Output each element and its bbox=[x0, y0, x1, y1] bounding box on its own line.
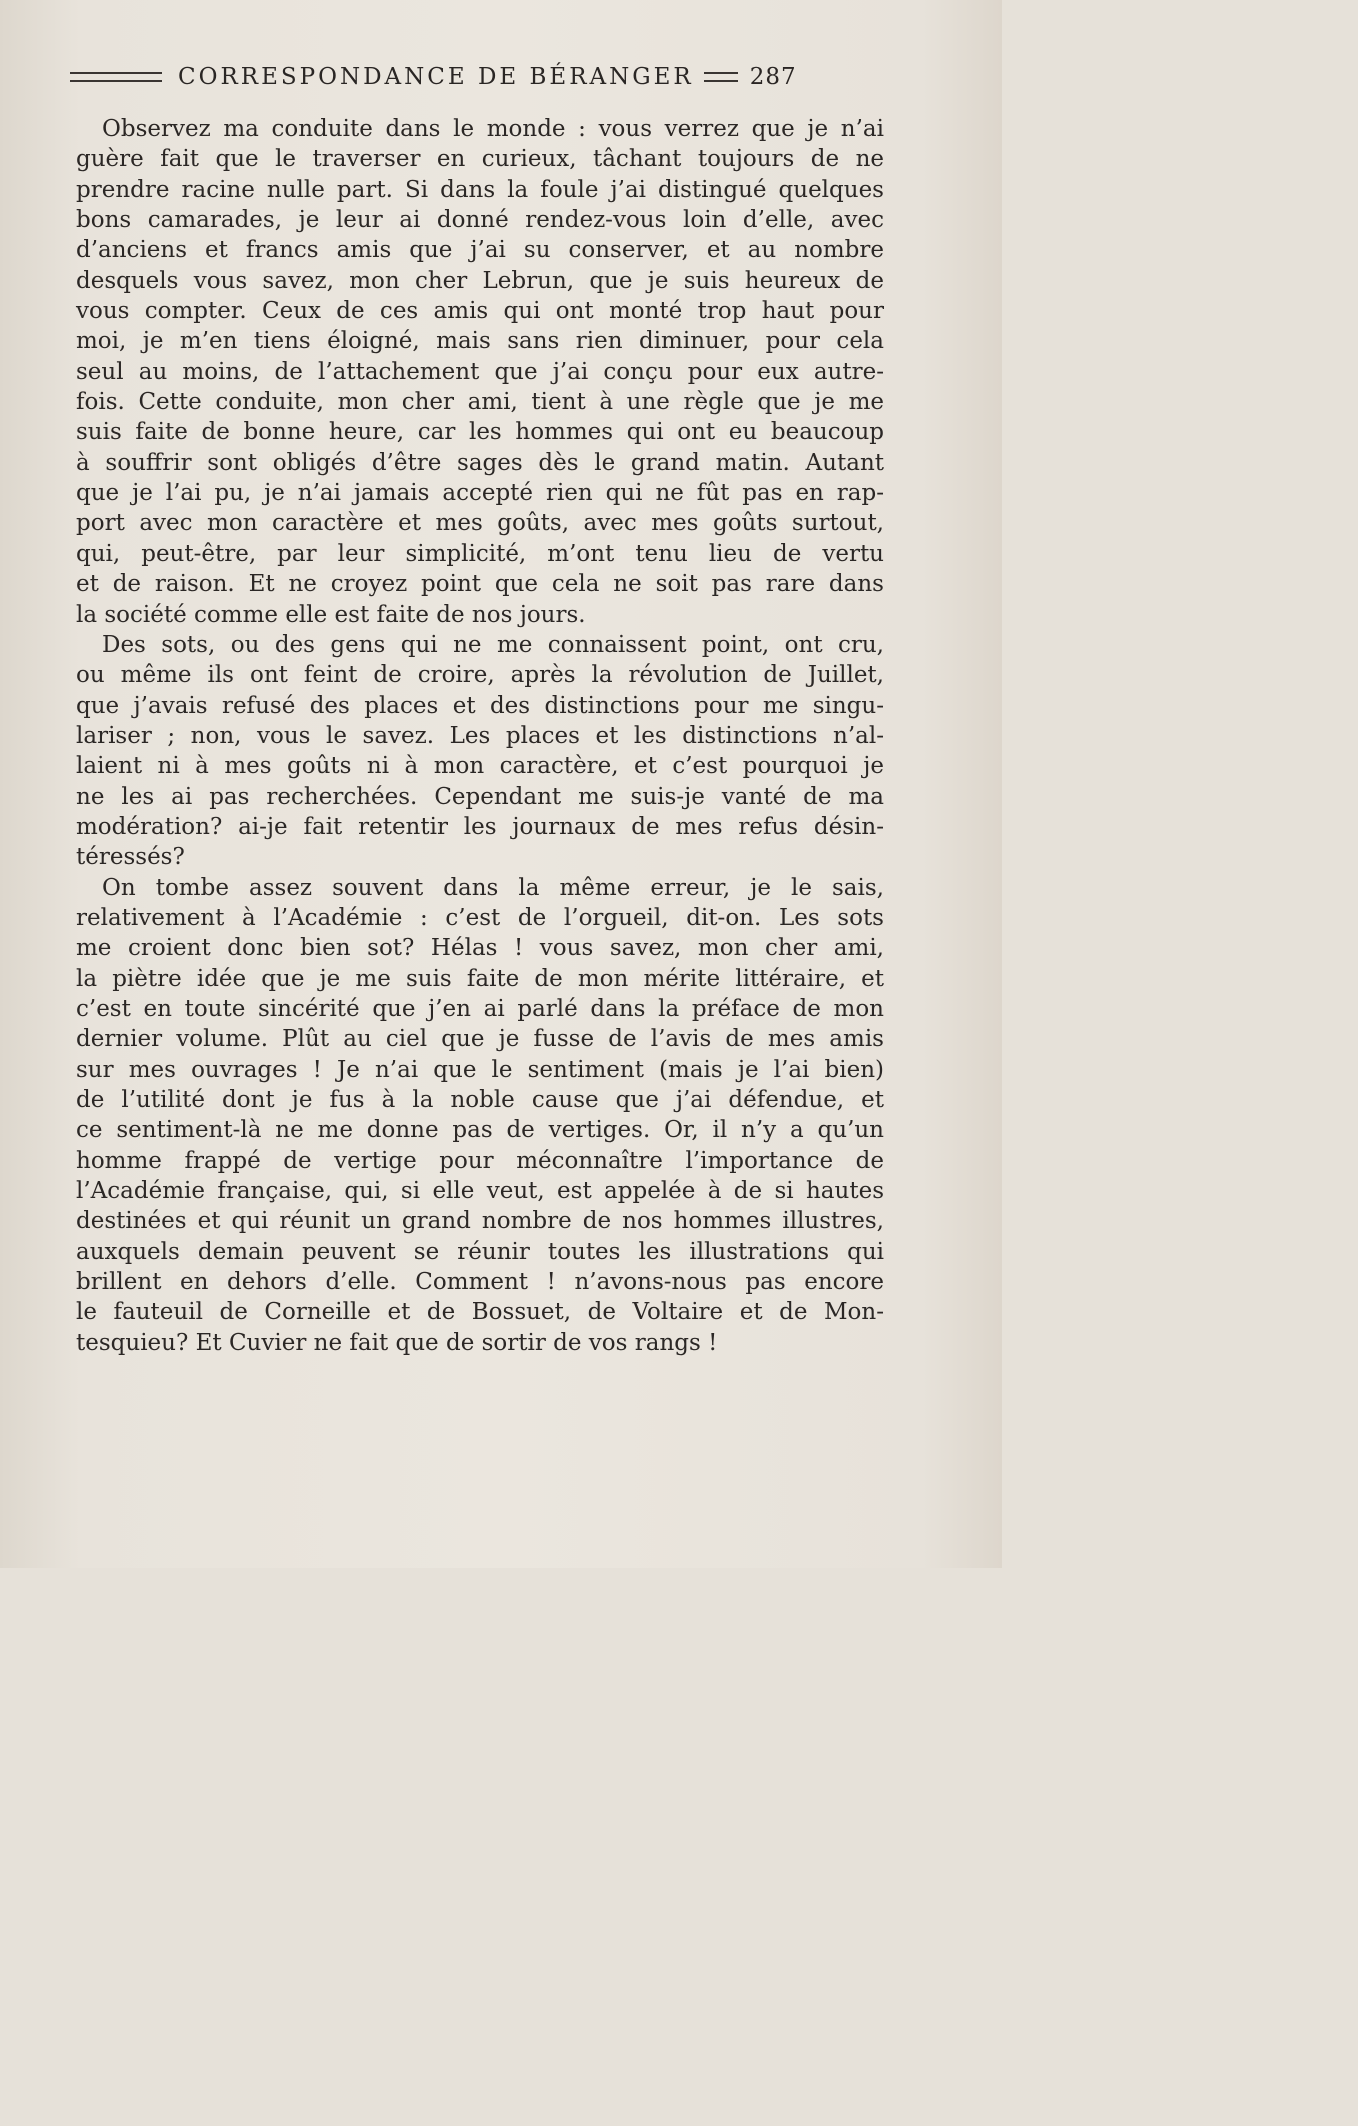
text-line: seul au moins, de l’attachement que j’ai conçu pour eux autre- bbox=[76, 358, 884, 385]
text-line: ne les ai pas recherchées. Cependant me suis-je vanté de ma bbox=[76, 783, 884, 810]
text-line: tesquieu? Et Cuvier ne fait que de sortir de vos rangs ! bbox=[76, 1329, 718, 1356]
text-line: suis faite de bonne heure, car les hommes qui ont eu beaucoup bbox=[76, 419, 884, 446]
text-line: c’est en toute sincérité que j’en ai parlé dans la préface de mon bbox=[76, 995, 884, 1022]
text-line: le fauteuil de Corneille et de Bossuet, de Voltaire et de Mon- bbox=[76, 1299, 884, 1326]
text-line: On tombe assez souvent dans la même erreur, je le sais, bbox=[102, 874, 884, 901]
text-line: qui, peut-être, par leur simplicité, m’ont tenu lieu de vertu bbox=[76, 540, 884, 567]
text-line: à souffrir sont obligés d’être sages dès le grand matin. Autant bbox=[76, 449, 884, 476]
text-line: de l’utilité dont je fus à la noble cause que j’ai défendue, et bbox=[76, 1087, 884, 1113]
paragraph bbox=[76, 630, 884, 873]
text-line: laient ni à mes goûts ni à mon caractère, et c’est pourquoi je bbox=[76, 753, 884, 780]
paragraph bbox=[76, 873, 884, 1359]
text-line: d’anciens et francs amis que j’ai su conserver, et au nombre bbox=[76, 237, 884, 264]
text-line: moi, je m’en tiens éloigné, mais sans rien diminuer, pour cela bbox=[76, 328, 884, 355]
text-line: dernier volume. Plût au ciel que je fusse de l’avis de mes amis bbox=[76, 1026, 884, 1053]
text-line: que je l’ai pu, je n’ai jamais accepté rien qui ne fût pas en rap- bbox=[76, 480, 884, 507]
text-line: me croient donc bien sot? Hélas ! vous savez, mon cher ami, bbox=[76, 935, 884, 962]
text-line: destinées et qui réunit un grand nombre de nos hommes illustres, bbox=[76, 1208, 884, 1235]
running-header bbox=[70, 60, 870, 94]
text-line: la piètre idée que je me suis faite de mon mérite littéraire, et bbox=[76, 965, 884, 992]
body-text bbox=[76, 114, 884, 1358]
text-line: Des sots, ou des gens qui ne me connaissent point, ont cru, bbox=[102, 631, 884, 658]
text-line: sur mes ouvrages ! Je n’ai que le sentiment (mais je l’ai bien) bbox=[76, 1056, 884, 1083]
text-line: téressés? bbox=[76, 844, 185, 871]
text-line: port avec mon caractère et mes goûts, avec mes goûts surtout, bbox=[76, 510, 884, 537]
text-line: modération? ai-je fait retentir les journaux de mes refus désin- bbox=[76, 813, 884, 840]
text-line: l’Académie française, qui, si elle veut, est appelée à de si hautes bbox=[76, 1178, 884, 1205]
text-line: bons camarades, je leur ai donné rendez-vous loin d’elle, avec bbox=[76, 207, 884, 234]
running-title: CORRESPONDANCE DE BÉRANGER bbox=[178, 64, 694, 90]
text-line: brillent en dehors d’elle. Comment ! n’avons-nous pas encore bbox=[76, 1269, 884, 1296]
text-line: la société comme elle est faite de nos jours. bbox=[76, 601, 586, 628]
header-rule-left bbox=[70, 72, 162, 82]
text-line: ou même ils ont feint de croire, après la révolution de Juillet, bbox=[76, 662, 884, 689]
text-line: relativement à l’Académie : c’est de l’orgueil, dit-on. Les sots bbox=[76, 904, 884, 931]
text-line: prendre racine nulle part. Si dans la foule j’ai distingué quelques bbox=[76, 176, 884, 203]
text-line: et de raison. Et ne croyez point que cela ne soit pas rare dans bbox=[76, 571, 884, 598]
text-line: vous compter. Ceux de ces amis qui ont monté trop haut pour bbox=[76, 298, 884, 325]
text-line: Observez ma conduite dans le monde : vous verrez que je n’ai bbox=[102, 116, 884, 142]
text-line: homme frappé de vertige pour méconnaître l’importance de bbox=[76, 1147, 884, 1174]
paragraph bbox=[76, 114, 884, 630]
text-line: fois. Cette conduite, mon cher ami, tient à une règle que je me bbox=[76, 389, 884, 416]
header-rule-right bbox=[704, 72, 738, 82]
text-line: auxquels demain peuvent se réunir toutes les illustrations qui bbox=[76, 1238, 884, 1265]
text-line: ce sentiment-là ne me donne pas de vertiges. Or, il n’y a qu’un bbox=[76, 1117, 884, 1144]
text-line: guère fait que le traverser en curieux, tâchant toujours de ne bbox=[76, 146, 884, 173]
text-line: desquels vous savez, mon cher Lebrun, que je suis heureux de bbox=[76, 267, 884, 294]
text-line: que j’avais refusé des places et des distinctions pour me singu- bbox=[76, 692, 884, 719]
text-line: lariser ; non, vous le savez. Les places et les distinctions n’al- bbox=[76, 722, 884, 749]
page-number: 287 bbox=[749, 64, 797, 90]
